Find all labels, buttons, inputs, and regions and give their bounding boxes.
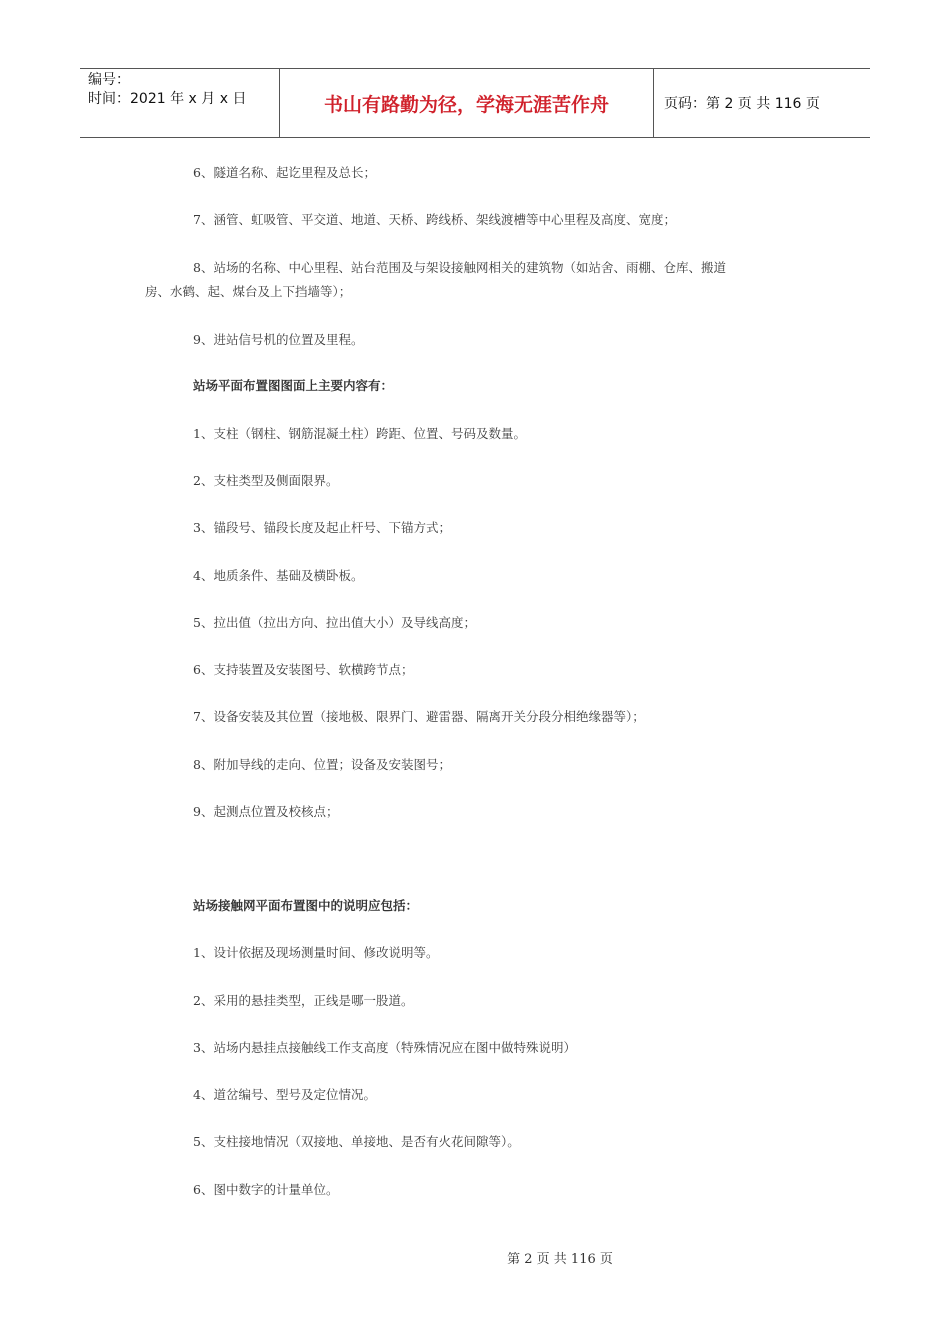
list-item: 6、支持装置及安装图号、软横跨节点； (193, 662, 414, 677)
page-header (80, 68, 870, 138)
list-item: 7、设备安装及其位置（接地极、限界门、避雷器、隔离开关分段分相绝缘器等）； (193, 709, 645, 724)
list-item: 6、隧道名称、起讫里程及总长； (193, 165, 376, 180)
list-item: 7、涵管、虹吸管、平交道、地道、天桥、跨线桥、架线渡槽等中心里程及高度、宽度； (193, 212, 676, 227)
header-motto: 书山有路勤为径，学海无涯苦作舟 (280, 69, 654, 137)
page-footer: 第 2 页 共 116 页 (507, 1252, 613, 1267)
list-item: 8、站场的名称、中心里程、站台范围及与架设接触网相关的建筑物（如站舍、雨棚、仓库、搬道 (193, 260, 726, 275)
list-item: 6、图中数字的计量单位。 (193, 1182, 339, 1197)
section-heading: 站场接触网平面布置图中的说明应包括： (193, 898, 419, 913)
list-item: 4、地质条件、基础及横卧板。 (193, 568, 364, 583)
list-item-continuation: 房、水鹤、起、煤台及上下挡墙等）； (145, 284, 352, 299)
list-item: 1、设计依据及现场测量时间、修改说明等。 (193, 945, 439, 960)
list-item: 3、锚段号、锚段长度及起止杆号、下锚方式； (193, 520, 451, 535)
list-item: 3、站场内悬挂点接触线工作支高度（特殊情况应在图中做特殊说明） (193, 1040, 576, 1055)
list-item: 2、采用的悬挂类型，正线是哪一股道。 (193, 993, 414, 1008)
list-item: 5、拉出值（拉出方向、拉出值大小）及导线高度； (193, 615, 476, 630)
header-meta-cell (80, 69, 280, 137)
list-item: 4、道岔编号、型号及定位情况。 (193, 1087, 376, 1102)
header-page-info: 页码：第 2 页 共 116 页 (664, 96, 820, 112)
list-item: 1、支柱（钢柱、钢筋混凝土柱）跨距、位置、号码及数量。 (193, 426, 526, 441)
list-item: 5、支柱接地情况（双接地、单接地、是否有火花间隙等）。 (193, 1134, 520, 1149)
document-date-label: 时间：2021 年 x 月 x 日 (88, 91, 247, 107)
document-number-label: 编号： (88, 72, 130, 88)
list-item: 9、进站信号机的位置及里程。 (193, 332, 364, 347)
section-heading: 站场平面布置图图面上主要内容有： (193, 378, 394, 393)
list-item: 9、起测点位置及校核点； (193, 804, 339, 819)
list-item: 2、支柱类型及侧面限界。 (193, 473, 339, 488)
list-item: 8、附加导线的走向、位置；设备及安装图号； (193, 757, 451, 772)
